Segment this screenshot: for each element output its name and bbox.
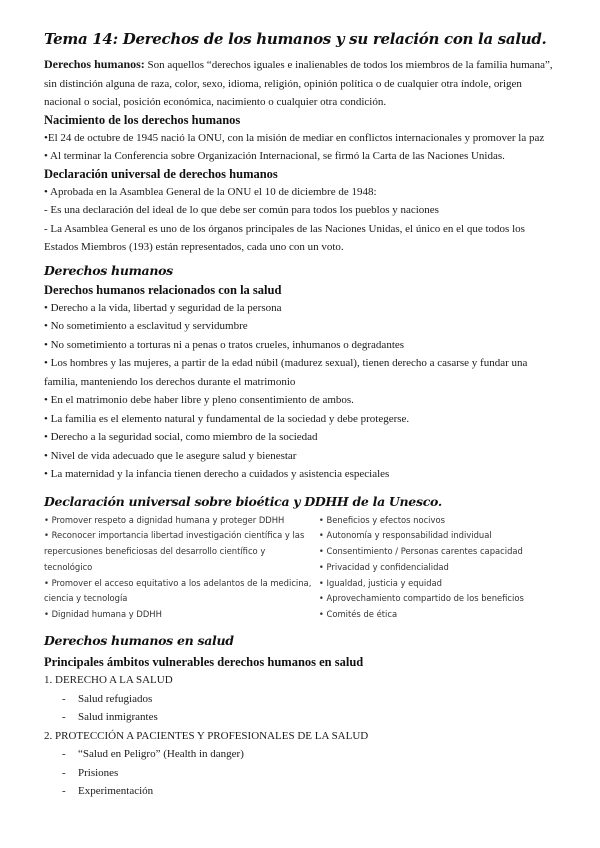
dh-item: • En el matrimonio debe haber libre y pleno consentimiento de ambos. xyxy=(44,394,354,406)
intro-text: Son aquellos “derechos iguales e inalienables de todos los miembros de la familia humana”, sin distinción alguna de raza, color, sexo, idioma, religión, opinión política o de cualquier otra índole, origen nacional o social, posición económica, nacimiento o cualquier otra condición. xyxy=(44,59,553,108)
dh-section-title: Derechos humanos xyxy=(44,262,173,278)
dh-item: • No sometimiento a torturas ni a penas o tratos crueles, inhumanos o degradantes xyxy=(44,338,405,351)
dash-marker: - xyxy=(62,785,66,798)
dash-marker: - xyxy=(62,766,66,779)
health-sub-text: “Salud en Peligro” (Health in danger) xyxy=(78,748,244,761)
unesco-right-item: • Consentimiento / Personas carentes capacidad xyxy=(318,546,523,557)
dh-item: • La familia es el elemento natural y fundamental de la sociedad y debe protegerse. xyxy=(44,412,410,425)
declaration-paragraph-1: • Aprobada en la Asamblea General de la ONU el 10 de diciembre de 1948: xyxy=(44,185,377,198)
health-heading: Principales ámbitos vulnerables derechos humanos en salud xyxy=(44,655,364,670)
dh-item: • Nivel de vida adecuado que le asegure salud y bienestar xyxy=(44,449,297,462)
unesco-section-title: Declaración universal sobre bioética y DDHH de la Unesco. xyxy=(44,493,442,509)
health-sub-item xyxy=(44,782,554,801)
health-numbered-1: 1. DERECHO A LA SALUD xyxy=(44,674,173,687)
health-sub-item xyxy=(44,708,554,727)
unesco-right-item: • Comités de ética xyxy=(318,609,398,620)
dash-marker: - xyxy=(62,711,66,724)
unesco-right-item: • Privacidad y confidencialidad xyxy=(318,561,449,572)
declaration-heading: Declaración universal de derechos humanos xyxy=(44,166,278,181)
unesco-left-item: • Reconocer importancia libertad investigación científica y las repercusiones beneficiosas del desarrollo científico y tecnológico xyxy=(44,530,305,572)
health-sub-text: Experimentación xyxy=(78,785,154,798)
unesco-left-item: • Promover el acceso equitativo a los adelantos de la medicina, ciencia y tecnología xyxy=(44,577,312,604)
dh-item: • Derecho a la vida, libertad y seguridad de la persona xyxy=(44,301,282,314)
dh-item: • Los hombres y las mujeres, a partir de la edad núbil (madurez sexual), tienen derecho a casarse y fundar una familia, manteniendo los derechos durante el matrimonio xyxy=(44,357,528,388)
dash-marker: - xyxy=(62,748,66,761)
health-numbered-2: 2. PROTECCIÓN A PACIENTES Y PROFESIONALES DE LA SALUD xyxy=(44,729,369,742)
unesco-right-item: • Autonomía y responsabilidad individual xyxy=(318,530,492,541)
unesco-left-column xyxy=(44,513,315,624)
birth-paragraph-2: • Al terminar la Conferencia sobre Organización Internacional, se firmó la Carta de las Naciones Unidas. xyxy=(44,150,505,162)
health-sub-text: Salud inmigrantes xyxy=(78,711,158,724)
health-sub-text: Salud refugiados xyxy=(78,692,153,705)
declaration-paragraph-3: - La Asamblea General es uno de los órganos principales de las Naciones Unidas, el único en el que todos los Estados Miembros (193) están representados, cada uno con un voto. xyxy=(44,222,525,253)
intro-paragraph xyxy=(44,55,554,112)
dh-item: • Derecho a la seguridad social, como miembro de la sociedad xyxy=(44,431,318,443)
birth-heading: Nacimiento de los derechos humanos xyxy=(44,112,241,127)
declaration-paragraph-2: - Es una declaración del ideal de lo que debe ser común para todos los pueblos y naciones xyxy=(44,204,439,216)
health-sub-item xyxy=(44,745,554,764)
dash-marker: - xyxy=(62,692,66,705)
dh-item: • No sometimiento a esclavitud y servidumbre xyxy=(44,320,248,332)
unesco-right-column xyxy=(315,513,554,624)
document-title: Tema 14: Derechos de los humanos y su relación con la salud. xyxy=(44,30,547,48)
dh-heading: Derechos humanos relacionados con la salud xyxy=(44,282,282,297)
unesco-left-item: • Promover respeto a dignidad humana y proteger DDHH xyxy=(44,514,285,525)
dh-item: • La maternidad y la infancia tienen derecho a cuidados y asistencia especiales xyxy=(44,468,390,480)
unesco-columns xyxy=(44,513,554,624)
birth-paragraph-1: •El 24 de octubre de 1945 nació la ONU, con la misión de mediar en conflictos internacionales y promover la paz xyxy=(44,131,545,144)
health-sub-text: Prisiones xyxy=(78,766,119,779)
unesco-right-item: • Beneficios y efectos nocivos xyxy=(318,514,445,525)
health-sub-item xyxy=(44,764,554,783)
health-sub-item xyxy=(44,690,554,709)
unesco-right-item: • Igualdad, justicia y equidad xyxy=(318,577,442,588)
unesco-right-item: • Aprovechamiento compartido de los beneficios xyxy=(318,593,524,604)
unesco-left-item: • Dignidad humana y DDHH xyxy=(44,609,162,620)
intro-term: Derechos humanos: xyxy=(44,57,145,71)
health-section-title: Derechos humanos en salud xyxy=(44,633,234,649)
